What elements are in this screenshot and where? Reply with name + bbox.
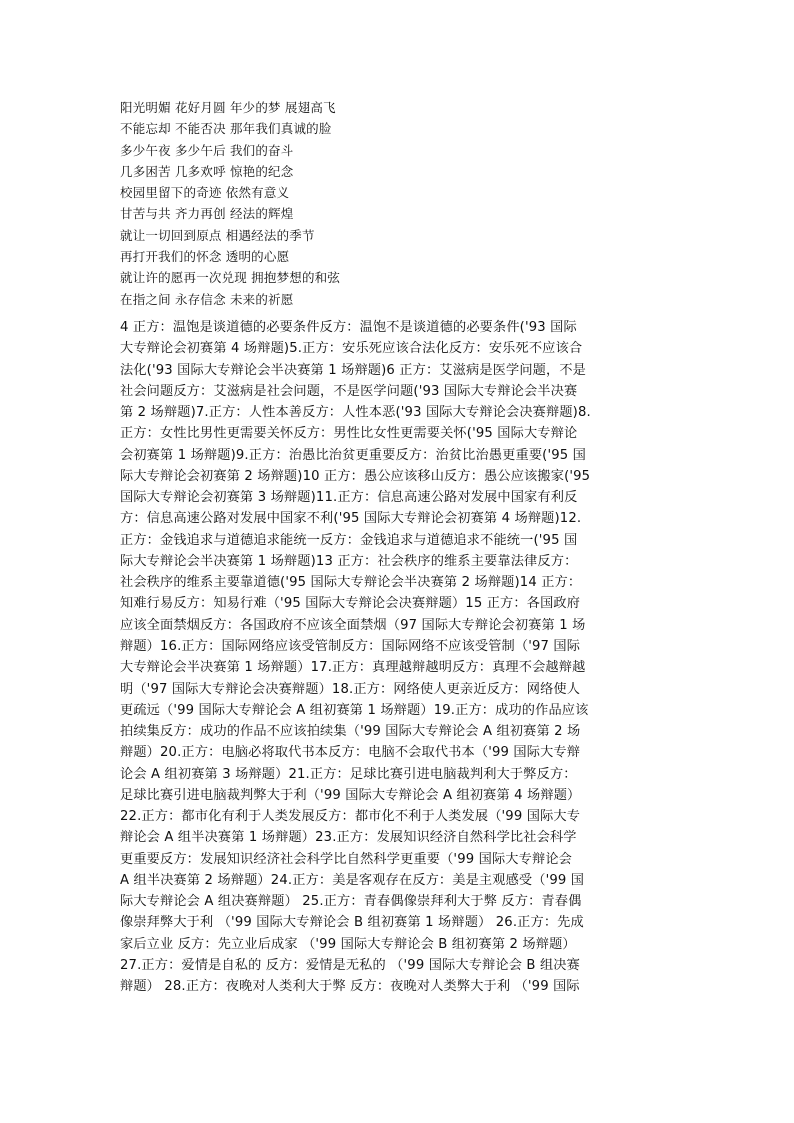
paragraph-line: 论会 A 组初赛第 3 场辩题）21.正方：足球比赛引进电脑裁判利大于弊反方： bbox=[120, 766, 577, 782]
lyric-line: 就让许的愿再一次兑现 拥抱梦想的和弦 bbox=[120, 270, 341, 286]
lyric-line: 阳光明媚 花好月圆 年少的梦 展翅高飞 bbox=[120, 100, 336, 115]
lyric-line: 校园里留下的奇迹 依然有意义 bbox=[120, 185, 290, 201]
paragraph-line: 辩题） 28.正方：夜晚对人类利大于弊 反方：夜晚对人类弊大于利 （'99 国际 bbox=[120, 979, 580, 995]
paragraph-line: 际大专辩论会 A 组决赛辩题） 25.正方：青春偶像崇拜利大于弊 反方：青春偶 bbox=[120, 894, 582, 910]
paragraph-line: 正方：金钱追求与道德追求能统一反方：金钱追求与道德追求不能统一('95 国 bbox=[120, 532, 578, 548]
paragraph-line: 大专辩论会半决赛第 1 场辩题）17.正方：真理越辩越明反方：真理不会越辩越 bbox=[120, 660, 586, 676]
paragraph-line: 际大专辩论会半决赛第 1 场辩题)13 正方：社会秩序的维系主要靠法律反方： bbox=[120, 553, 578, 569]
paragraph-line: 辩题）20.正方：电脑必将取代书本反方：电脑不会取代书本（'99 国际大专辩 bbox=[120, 745, 581, 761]
paragraph-line: 际大专辩论会初赛第 2 场辩题)10 正方：愚公应该移山反方：愚公应该搬家('95 bbox=[120, 468, 591, 484]
paragraph-line: 应该全面禁烟反方：各国政府不应该全面禁烟（97 国际大专辩论会初赛第 1 场 bbox=[120, 617, 586, 633]
paragraph-line: 27.正方：爱情是自私的 反方：爱情是无私的 （'99 国际大专辩论会 B 组决赛 bbox=[120, 957, 580, 973]
paragraph-line: 明（'97 国际大专辩论会决赛辩题）18.正方：网络使人更亲近反方：网络使人 bbox=[120, 681, 581, 697]
paragraph-line: A 组半决赛第 2 场辩题）24.正方：美是客观存在反方：美是主观感受（'99 国 bbox=[120, 872, 585, 888]
paragraph-line: 辩论会 A 组半决赛第 1 场辩题）23.正方：发展知识经济自然科学比社会科学 bbox=[120, 830, 577, 846]
lyric-line: 就让一切回到原点 相遇经法的季节 bbox=[120, 227, 315, 243]
paragraph-line: 足球比赛引进电脑裁判弊大于利（'99 国际大专辩论会 A 组初赛第 4 场辩题） bbox=[120, 787, 581, 803]
paragraph-line: 正方：女性比男性更需要关怀反方：男性比女性更需要关怀('95 国际大专辩论 bbox=[120, 426, 578, 442]
paragraph-line: 像崇拜弊大于利 （'99 国际大专辩论会 B 组初赛第 1 场辩题） 26.正方：先成 bbox=[120, 915, 584, 931]
lyric-line: 不能忘却 不能否决 那年我们真诚的脸 bbox=[120, 121, 332, 137]
paragraph-line: 方：信息高速公路对发展中国家不利('95 国际大专辩论会初赛第 4 场辩题)12. bbox=[120, 511, 582, 527]
lyric-line: 几多困苦 几多欢呼 惊艳的纪念 bbox=[120, 163, 294, 179]
paragraph-line: 会初赛第 1 场辩题)9.正方：治愚比治贫更重要反方：治贫比治愚更重要('95 国 bbox=[120, 447, 587, 463]
paragraph-line: 辩题）16.正方：国际网络应该受管制反方：国际网络不应该受管制（'97 国际 bbox=[120, 638, 581, 654]
paragraph-line: 法化('93 国际大专辩论会半决赛第 1 场辩题)6 正方：艾滋病是医学问题，不是 bbox=[120, 362, 587, 378]
lyric-line: 在指之间 永存信念 未来的祈愿 bbox=[120, 291, 294, 307]
paragraph-line: 大专辩论会初赛第 4 场辩题)5.正方：安乐死应该合法化反方：安乐死不应该合 bbox=[120, 341, 583, 357]
paragraph-line: 4 正方：温饱是谈道德的必要条件反方：温饱不是谈道德的必要条件('93 国际 bbox=[120, 320, 577, 335]
paragraph-line: 社会问题反方：艾滋病是社会问题，不是医学问题('93 国际大专辩论会半决赛 bbox=[120, 383, 578, 399]
song-lyrics bbox=[120, 97, 680, 310]
lyric-line: 再打开我们的怀念 透明的心愿 bbox=[120, 249, 290, 265]
paragraph-line: 更重要反方：发展知识经济社会科学比自然科学更重要（'99 国际大专辩论会 bbox=[120, 851, 572, 867]
lyric-line: 多少午夜 多少午后 我们的奋斗 bbox=[120, 142, 294, 158]
debate-topics-paragraph bbox=[120, 317, 675, 998]
paragraph-line: 22.正方：都市化有利于人类发展反方：都市化不利于人类发展（'99 国际大专 bbox=[120, 809, 581, 825]
paragraph-line: 家后立业 反方：先立业后成家 （'99 国际大专辩论会 B 组初赛第 2 场辩题） bbox=[120, 936, 576, 952]
paragraph-line: 第 2 场辩题)7.正方：人性本善反方：人性本恶('93 国际大专辩论会决赛辩题)8. bbox=[120, 405, 591, 421]
paragraph-line: 拍续集反方：成功的作品不应该拍续集（'99 国际大专辩论会 A 组初赛第 2 场 bbox=[120, 724, 581, 740]
lyric-line: 甘苦与共 齐力再创 经法的辉煌 bbox=[120, 206, 294, 222]
paragraph-line: 更疏远（'99 国际大专辩论会 A 组初赛第 1 场辩题）19.正方：成功的作品应该 bbox=[120, 702, 589, 718]
paragraph-line: 知难行易反方：知易行难（'95 国际大专辩论会决赛辩题）15 正方：各国政府 bbox=[120, 596, 581, 612]
paragraph-line: 社会秩序的维系主要靠道德('95 国际大专辩论会半决赛第 2 场辩题)14 正方： bbox=[120, 575, 582, 591]
paragraph-line: 国际大专辩论会初赛第 3 场辩题)11.正方：信息高速公路对发展中国家有利反 bbox=[120, 490, 578, 506]
